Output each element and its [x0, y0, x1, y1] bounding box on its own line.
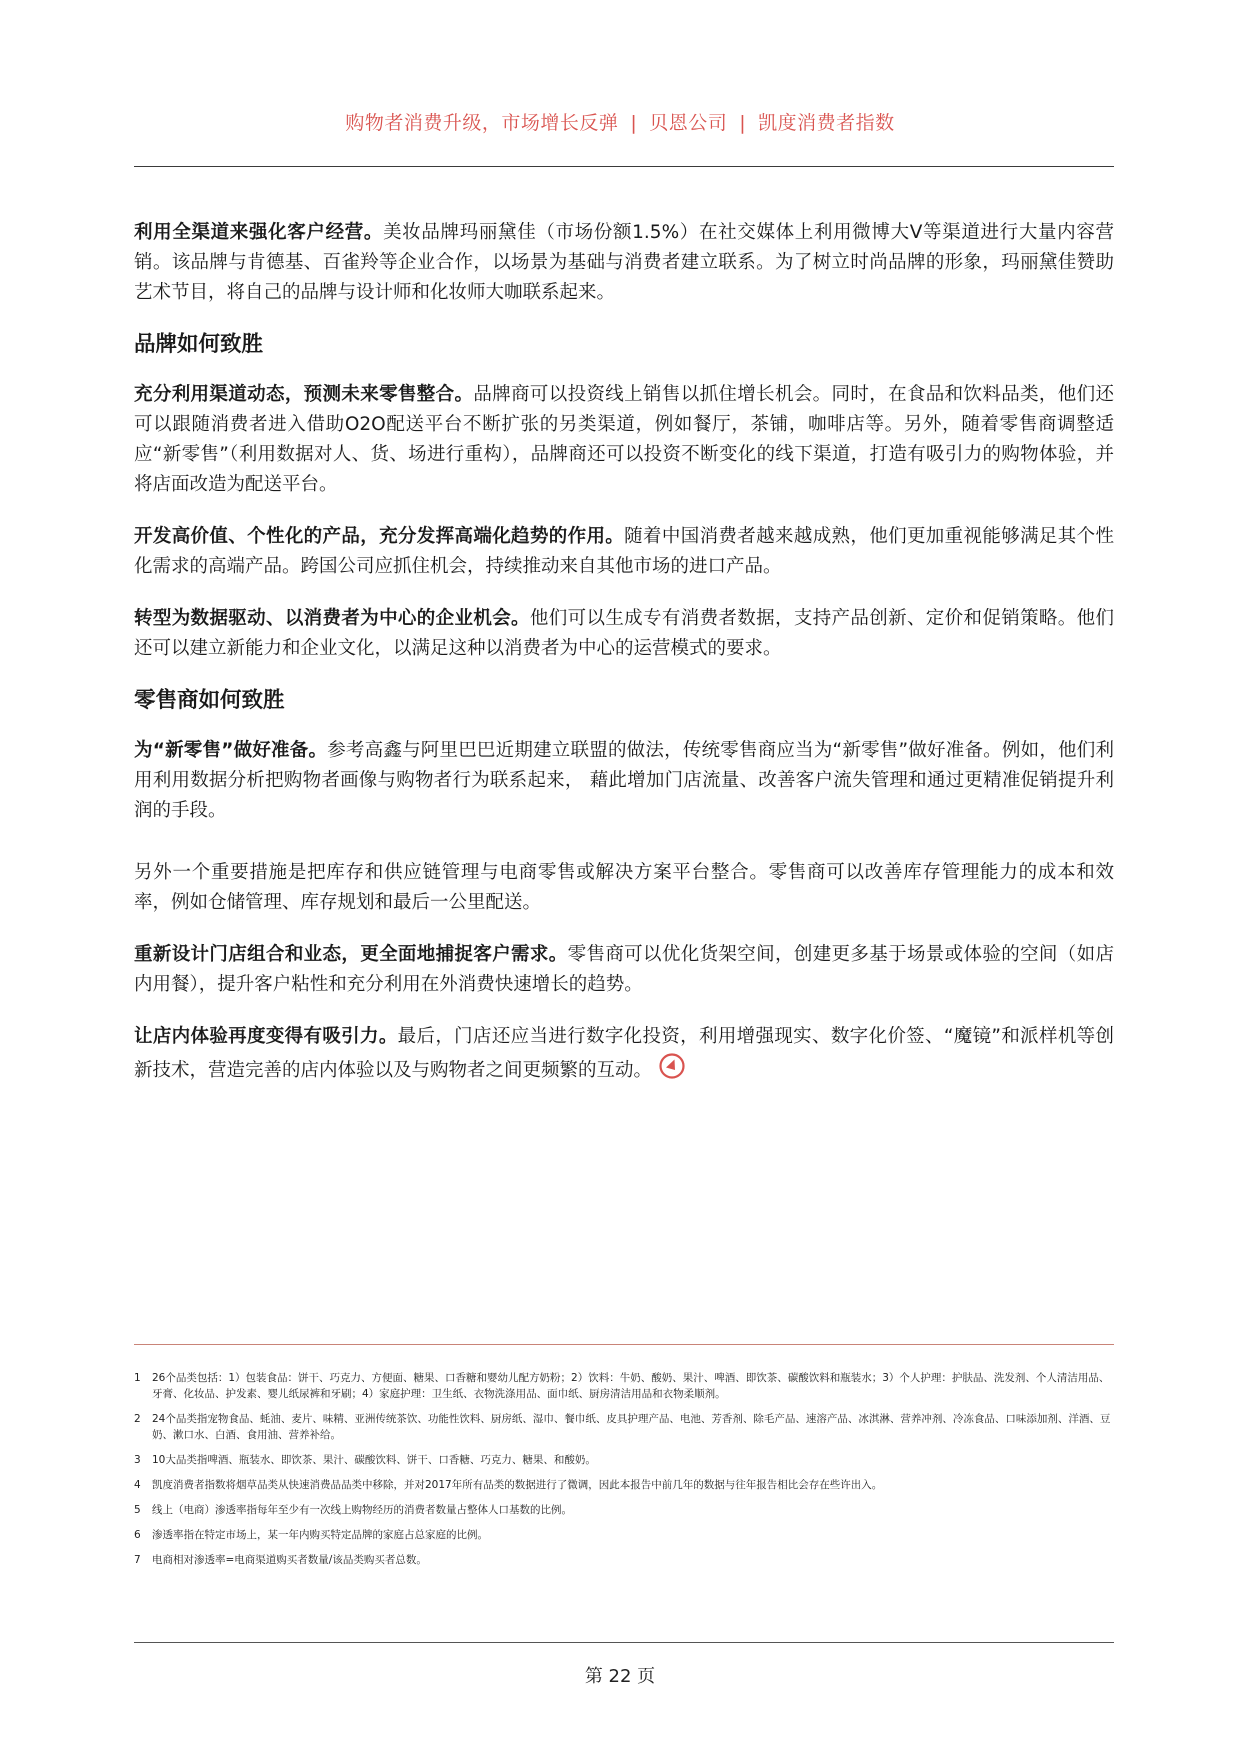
retail-paragraph — [134, 858, 1114, 918]
header-report-title: 购物者消费升级，市场增长反弹 — [345, 112, 619, 134]
footnote-rule — [134, 1344, 1114, 1345]
paragraph-lead: 转型为数据驱动、以消费者为中心的企业机会。 — [134, 608, 530, 629]
footnote-item — [134, 1552, 1114, 1568]
footnotes — [134, 1370, 1114, 1577]
footnote-item — [134, 1477, 1114, 1493]
footnote-number: 1 — [134, 1372, 141, 1384]
paragraph-text: 品牌商可以投资线上销售以抓住增长机会。同时，在食品和饮料品类，他们还可以跟随消费者进入借助O2O配送平台不断扩张的另类渠道，例如餐厅，茶铺，咖啡店等。另外，随着零售商调整适应“新零售”（利用数据对人、货、场进行重构），品牌商还可以投资不断变化的线下渠道，打造有吸引力的购物体验，并将店面改造为配送平台。 — [134, 384, 1114, 495]
paragraph-text: 参考高鑫与阿里巴巴近期建立联盟的做法，传统零售商应当为“新零售”做好准备。例如，他们利用利用数据分析把购物者画像与购物者行为联系起来， 藉此增加门店流量、改善客户流失管理和通过更精准促销提升利润的手段。 — [134, 740, 1114, 821]
intro-paragraph — [134, 218, 1114, 308]
main-content — [134, 218, 1114, 1112]
header-separator: | — [630, 112, 638, 134]
retail-paragraph — [134, 940, 1114, 1000]
paragraph-lead: 让店内体验再度变得有吸引力。 — [134, 1026, 398, 1047]
page-number: 第 22 页 — [584, 1666, 656, 1687]
header-rule — [134, 166, 1114, 167]
footnote-number: 4 — [134, 1479, 141, 1491]
footer-rule — [134, 1642, 1114, 1643]
header-company: 贝恩公司 — [649, 112, 728, 134]
section-heading-brands: 品牌如何致胜 — [134, 332, 264, 357]
paragraph-text: 随着中国消费者越来越成熟，他们更加重视能够满足其个性化需求的高端产品。跨国公司应抓住机会，持续推动来自其他市场的进口产品。 — [134, 526, 1114, 577]
footnote-text: 凯度消费者指数将烟草品类从快速消费品品类中移除，并对2017年所有品类的数据进行了微调，因此本报告中前几年的数据与往年报告相比会存在些许出入。 — [152, 1479, 883, 1491]
footnote-number: 7 — [134, 1554, 141, 1566]
footnote-item — [134, 1452, 1114, 1468]
footnote-number: 2 — [134, 1413, 141, 1425]
paragraph-text: 另外一个重要措施是把库存和供应链管理与电商零售或解决方案平台整合。零售商可以改善库存管理能力的成本和效率，例如仓储管理、库存规划和最后一公里配送。 — [134, 862, 1114, 913]
footnote-text: 线上（电商）渗透率指每年至少有一次线上购物经历的消费者数量占整体人口基数的比例。 — [152, 1504, 572, 1516]
footnote-text: 24个品类指宠物食品、蚝油、麦片、味精、亚洲传统茶饮、功能性饮料、厨房纸、湿巾、餐巾纸、皮具护理产品、电池、芳香剂、除毛产品、速溶产品、冰淇淋、营养冲剂、冷冻食品、口味添加剂、洋酒、豆奶、漱口水、白酒、食用油、营养补给。 — [152, 1413, 1111, 1441]
brand-paragraph — [134, 522, 1114, 582]
footnote-item — [134, 1411, 1114, 1443]
page-header — [0, 108, 1240, 135]
intro-text: 美妆品牌玛丽黛佳（市场份额1.5%）在社交媒体上利用微博大V等渠道进行大量内容营销。该品牌与肯德基、百雀羚等企业合作，以场景为基础与消费者建立联系。为了树立时尚品牌的形象，玛丽黛佳赞助艺术节目，将自己的品牌与设计师和化妆师大咖联系起来。 — [134, 222, 1114, 303]
footnote-number: 6 — [134, 1529, 141, 1541]
paragraph-lead: 为“新零售”做好准备。 — [134, 740, 328, 761]
bain-end-mark-icon — [658, 1052, 686, 1090]
footnote-item — [134, 1502, 1114, 1518]
retail-paragraph — [134, 736, 1114, 826]
footnote-text: 26个品类包括：1）包装食品：饼干、巧克力、方便面、糖果、口香糖和婴幼儿配方奶粉；2）饮料：牛奶、酸奶、果汁、啤酒、即饮茶、碳酸饮料和瓶装水；3）个人护理：护肤品、洗发剂、个人清洁用品、牙膏、化妆品、护发素、婴儿纸尿裤和牙刷；4）家庭护理：卫生纸、衣物洗涤用品、面巾纸、厨房清洁用品和衣物柔顺剂。 — [152, 1372, 1110, 1400]
section-heading-retailers: 零售商如何致胜 — [134, 688, 285, 713]
header-partner: 凯度消费者指数 — [758, 112, 895, 134]
header-separator: | — [739, 112, 747, 134]
brand-paragraph — [134, 604, 1114, 664]
intro-lead: 利用全渠道来强化客户经营。 — [134, 222, 384, 243]
paragraph-text: 零售商可以优化货架空间，创建更多基于场景或体验的空间（如店内用餐），提升客户粘性和充分利用在外消费快速增长的趋势。 — [134, 944, 1114, 995]
footnote-item — [134, 1370, 1114, 1402]
footnote-number: 5 — [134, 1504, 141, 1516]
footnote-item — [134, 1527, 1114, 1543]
paragraph-lead: 充分利用渠道动态，预测未来零售整合。 — [134, 384, 474, 405]
paragraph-lead: 重新设计门店组合和业态，更全面地捕捉客户需求。 — [134, 944, 568, 965]
footnote-number: 3 — [134, 1454, 141, 1466]
paragraph-text: 最后，门店还应当进行数字化投资，利用增强现实、数字化价签、“魔镜”和派样机等创新技术，营造完善的店内体验以及与购物者之间更频繁的互动。 — [134, 1026, 1114, 1081]
brand-paragraph — [134, 380, 1114, 500]
retail-paragraph — [134, 1022, 1114, 1090]
footnote-text: 10大品类指啤酒、瓶装水、即饮茶、果汁、碳酸饮料、饼干、口香糖、巧克力、糖果、和酸奶。 — [152, 1454, 596, 1466]
paragraph-text: 他们可以生成专有消费者数据，支持产品创新、定价和促销策略。他们还可以建立新能力和企业文化，以满足这种以消费者为中心的运营模式的要求。 — [134, 608, 1114, 659]
paragraph-lead: 开发高价值、个性化的产品，充分发挥高端化趋势的作用。 — [134, 526, 625, 547]
footnote-text: 渗透率指在特定市场上，某一年内购买特定品牌的家庭占总家庭的比例。 — [152, 1529, 488, 1541]
footnote-text: 电商相对渗透率=电商渠道购买者数量/该品类购买者总数。 — [152, 1554, 427, 1566]
